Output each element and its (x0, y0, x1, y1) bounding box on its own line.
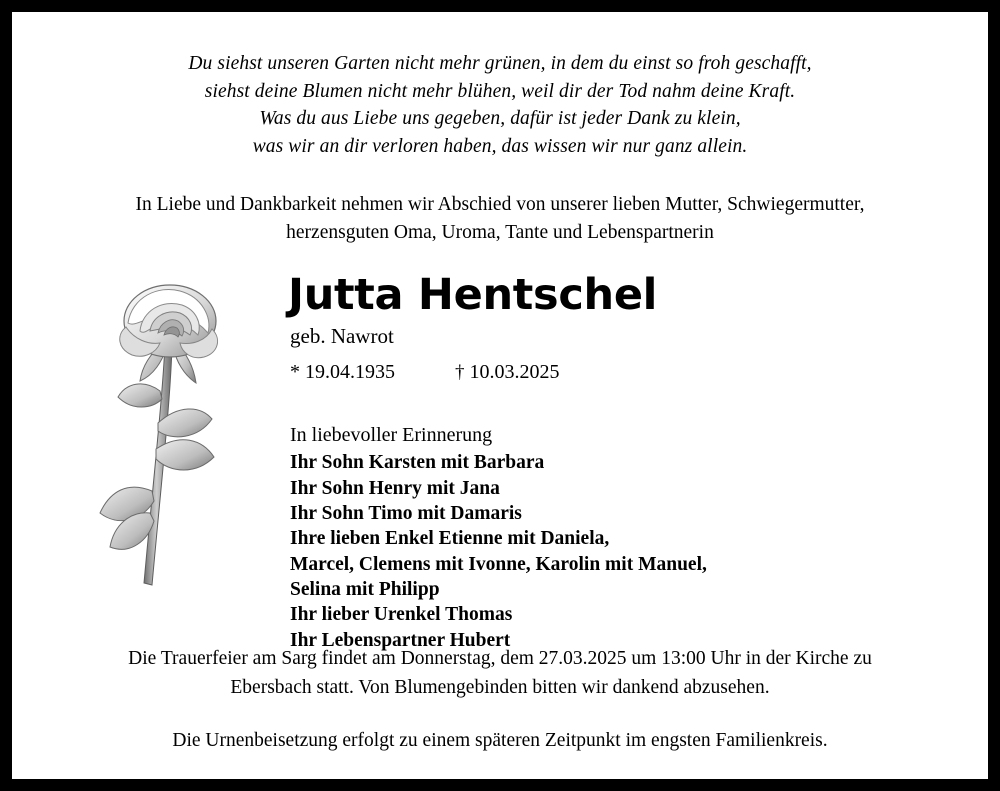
birth-star-icon: * (290, 361, 300, 384)
verse-line: Du siehst unseren Garten nicht mehr grünen, in dem du einst so froh geschafft, (188, 53, 812, 74)
deceased-name: Jutta Hentschel (288, 270, 658, 321)
obituary-frame (10, 10, 990, 781)
life-dates (290, 361, 926, 384)
family-member-line: Ihr Sohn Henry mit Jana (290, 477, 500, 499)
verse-line: Was du aus Liebe uns gegeben, dafür ist jeder Dank zu klein, (259, 108, 741, 130)
memorial-verse (34, 50, 966, 161)
intro-line: herzensguten Oma, Uroma, Tante und Lebenspartnerin (286, 222, 714, 244)
ceremony-line: Ebersbach statt. Von Blumengebinden bitten wir dankend abzusehen. (230, 676, 770, 698)
family-member-line: Selina mit Philipp (290, 579, 440, 601)
birth-date-value: 19.04.1935 (305, 361, 395, 384)
family-member-line: Ihr Sohn Karsten mit Barbara (290, 452, 545, 474)
birth-date (290, 361, 395, 384)
family-member-line: Ihr Sohn Timo mit Damaris (290, 503, 522, 525)
family-member-line: Ihr Lebenspartner Hubert (290, 629, 511, 651)
death-date-value: 10.03.2025 (469, 361, 560, 384)
verse-line: was wir an dir verloren haben, das wissen wir nur ganz allein. (252, 136, 748, 158)
verse-line: siehst deine Blumen nicht mehr blühen, weil dir der Tod nahm deine Kraft. (204, 80, 796, 102)
rose-icon (92, 283, 252, 623)
intro-line: In Liebe und Dankbarkeit nehmen wir Abschied von unserer lieben Mutter, Schwiegermutter, (135, 193, 865, 215)
family-block (290, 424, 926, 653)
family-member-line: Marcel, Clemens mit Ivonne, Karolin mit Manuel, (290, 553, 707, 575)
death-date (455, 361, 560, 384)
maiden-name: geb. Nawrot (290, 324, 394, 349)
ceremony-line: Die Trauerfeier am Sarg findet am Donnerstag, dem 27.03.2025 um 13:00 Uhr in der Kirche zu (128, 648, 872, 670)
urn-notice: Die Urnenbeisetzung erfolgt zu einem späteren Zeitpunkt im engsten Familienkreis. (172, 729, 828, 751)
ceremony-details (34, 645, 966, 702)
person-block (266, 270, 926, 653)
main-block (34, 270, 966, 651)
family-heading: In liebevoller Erinnerung (290, 424, 493, 447)
family-member-line: Ihr lieber Urenkel Thomas (290, 604, 513, 626)
intro-text (34, 191, 966, 248)
death-cross-icon: † (455, 362, 465, 384)
family-member-line: Ihre lieben Enkel Etienne mit Daniela, (290, 528, 610, 550)
